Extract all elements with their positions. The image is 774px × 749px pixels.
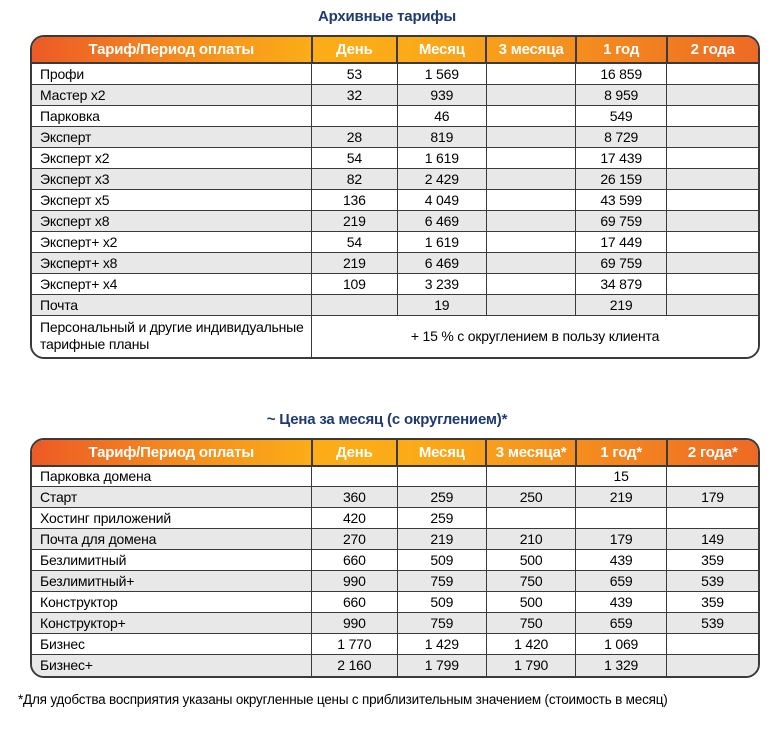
price-cell [667,105,759,126]
price-cell: 270 [312,529,398,550]
archive-tariffs-table-wrap [30,35,760,359]
price-cell: 750 [486,571,575,592]
tariff-name-cell: Безлимитный+ [32,571,312,592]
monthly-price-title: ~ Цена за месяц (с округлением)* [266,410,508,428]
price-cell [486,508,575,529]
price-cell [486,273,575,294]
price-cell: 509 [397,592,486,613]
table-row [32,571,758,592]
price-cell: 6 469 [397,210,486,231]
price-cell [667,294,759,315]
price-cell [486,210,575,231]
tariff-name-cell: Старт [32,487,312,508]
price-cell: 659 [576,571,667,592]
price-cell: 990 [312,613,398,634]
column-header-period: День [312,37,398,63]
price-cell: 1 420 [486,634,575,655]
table-row [32,168,758,189]
price-cell: 759 [397,613,486,634]
price-cell: 210 [486,529,575,550]
price-cell: 219 [576,487,667,508]
price-cell [486,147,575,168]
price-cell: 939 [397,84,486,105]
price-cell: 500 [486,592,575,613]
price-cell: 359 [667,592,759,613]
table-row [32,613,758,634]
price-cell: 439 [576,550,667,571]
table-row [32,84,758,105]
price-cell: 8 959 [576,84,667,105]
price-cell [667,84,759,105]
price-cell: 549 [576,105,667,126]
price-cell: 360 [312,487,398,508]
column-header-period: 1 год* [576,440,667,466]
special-note-cell: + 15 % с округлением в пользу клиента [312,315,759,357]
price-cell: 1 329 [576,655,667,676]
price-cell [667,63,759,84]
price-cell [486,294,575,315]
price-cell: 439 [576,592,667,613]
price-cell: 819 [397,126,486,147]
footnote: *Для удобства восприятия указаны округленные цены с приблизительным значением (стоимость в месяц) [18,691,668,707]
table-row [32,487,758,508]
price-cell [486,126,575,147]
column-header-period: День [312,440,398,466]
price-cell: 250 [486,487,575,508]
price-cell: 16 859 [576,63,667,84]
price-cell [486,231,575,252]
price-cell [486,105,575,126]
table-row [32,466,758,487]
tariff-name-cell: Эксперт+ x8 [32,252,312,273]
price-cell: 2 429 [397,168,486,189]
price-cell: 500 [486,550,575,571]
tariff-name-cell: Эксперт x5 [32,189,312,210]
column-header-period: 3 месяца [486,37,575,63]
price-cell [397,466,486,487]
price-cell [667,147,759,168]
price-cell: 990 [312,571,398,592]
price-cell: 1 569 [397,63,486,84]
price-cell [667,168,759,189]
price-cell: 660 [312,550,398,571]
price-cell [486,168,575,189]
archive-tariffs-title: Архивные тарифы [318,8,456,25]
price-cell: 1 069 [576,634,667,655]
price-cell: 17 439 [576,147,667,168]
price-cell [486,63,575,84]
price-cell: 17 449 [576,231,667,252]
price-cell: 759 [397,571,486,592]
price-cell: 179 [667,487,759,508]
table-row [32,634,758,655]
table-row [32,273,758,294]
table-row [32,592,758,613]
price-cell: 219 [312,252,398,273]
price-cell [667,634,759,655]
price-cell: 82 [312,168,398,189]
table-row [32,147,758,168]
price-cell [576,508,667,529]
tariff-name-cell: Эксперт+ x4 [32,273,312,294]
price-cell: 179 [576,529,667,550]
price-cell: 1 770 [312,634,398,655]
price-cell [667,126,759,147]
tariff-name-cell: Эксперт x8 [32,210,312,231]
price-cell: 1 619 [397,231,486,252]
tariff-name-cell: Почта для домена [32,529,312,550]
column-header-tariff: Тариф/Период оплаты [32,440,312,466]
price-cell: 659 [576,613,667,634]
column-header-period: 1 год [576,37,667,63]
price-cell: 149 [667,529,759,550]
tariff-name-cell: Хостинг приложений [32,508,312,529]
price-cell: 259 [397,508,486,529]
tariff-name-cell: Персональный и другие индивидуальные тарифные планы [32,315,312,357]
tariff-name-cell: Почта [32,294,312,315]
table-row [32,63,758,84]
tariff-name-cell: Безлимитный [32,550,312,571]
price-cell [667,189,759,210]
table-row [32,252,758,273]
price-cell: 26 159 [576,168,667,189]
price-cell: 259 [397,487,486,508]
price-cell: 6 469 [397,252,486,273]
price-cell: 54 [312,231,398,252]
table-row [32,210,758,231]
price-cell: 19 [397,294,486,315]
price-cell [486,252,575,273]
header-row [32,440,758,466]
price-cell: 359 [667,550,759,571]
column-header-tariff: Тариф/Период оплаты [32,37,312,63]
price-cell: 750 [486,613,575,634]
table-row [32,550,758,571]
price-cell: 1 619 [397,147,486,168]
tariff-name-cell: Конструктор [32,592,312,613]
price-cell [667,273,759,294]
table-row [32,508,758,529]
tariff-name-cell: Бизнес [32,634,312,655]
price-cell: 1 790 [486,655,575,676]
price-cell: 53 [312,63,398,84]
price-cell: 3 239 [397,273,486,294]
monthly-price-table-wrap [30,438,760,678]
price-cell: 539 [667,571,759,592]
price-cell: 539 [667,613,759,634]
tariff-name-cell: Эксперт x2 [32,147,312,168]
price-cell [486,84,575,105]
tariff-name-cell: Эксперт [32,126,312,147]
price-cell [667,231,759,252]
price-cell [312,466,398,487]
price-cell: 54 [312,147,398,168]
price-cell: 32 [312,84,398,105]
price-cell: 8 729 [576,126,667,147]
price-cell: 15 [576,466,667,487]
price-cell: 219 [312,210,398,231]
price-cell [486,189,575,210]
table-row [32,189,758,210]
header-row [32,37,758,63]
table-row [32,126,758,147]
price-cell: 46 [397,105,486,126]
column-header-period: 3 месяца* [486,440,575,466]
price-cell: 34 879 [576,273,667,294]
price-cell: 1 799 [397,655,486,676]
price-cell: 69 759 [576,210,667,231]
price-cell [667,252,759,273]
table-row [32,655,758,676]
price-cell [486,466,575,487]
price-cell [312,294,398,315]
price-cell: 660 [312,592,398,613]
tariff-name-cell: Эксперт+ x2 [32,231,312,252]
table-row [32,529,758,550]
price-cell: 109 [312,273,398,294]
price-cell: 219 [397,529,486,550]
special-row [32,315,758,357]
price-cell [667,466,759,487]
price-cell [312,105,398,126]
column-header-period: Месяц [397,37,486,63]
tariff-name-cell: Парковка домена [32,466,312,487]
price-cell [667,655,759,676]
price-cell: 219 [576,294,667,315]
monthly-price-table [32,440,758,676]
price-cell [667,210,759,231]
table-row [32,105,758,126]
price-cell: 69 759 [576,252,667,273]
price-cell: 2 160 [312,655,398,676]
price-cell: 28 [312,126,398,147]
table-row [32,294,758,315]
tariff-name-cell: Мастер x2 [32,84,312,105]
column-header-period: 2 года* [667,440,759,466]
column-header-period: 2 года [667,37,759,63]
price-cell: 509 [397,550,486,571]
price-cell: 43 599 [576,189,667,210]
table-row [32,231,758,252]
price-cell: 420 [312,508,398,529]
tariff-name-cell: Конструктор+ [32,613,312,634]
archive-tariffs-table [32,37,758,357]
tariff-name-cell: Парковка [32,105,312,126]
price-cell [667,508,759,529]
price-cell: 1 429 [397,634,486,655]
tariff-name-cell: Профи [32,63,312,84]
price-cell: 4 049 [397,189,486,210]
tariff-name-cell: Бизнес+ [32,655,312,676]
price-cell: 136 [312,189,398,210]
tariff-name-cell: Эксперт x3 [32,168,312,189]
column-header-period: Месяц [397,440,486,466]
